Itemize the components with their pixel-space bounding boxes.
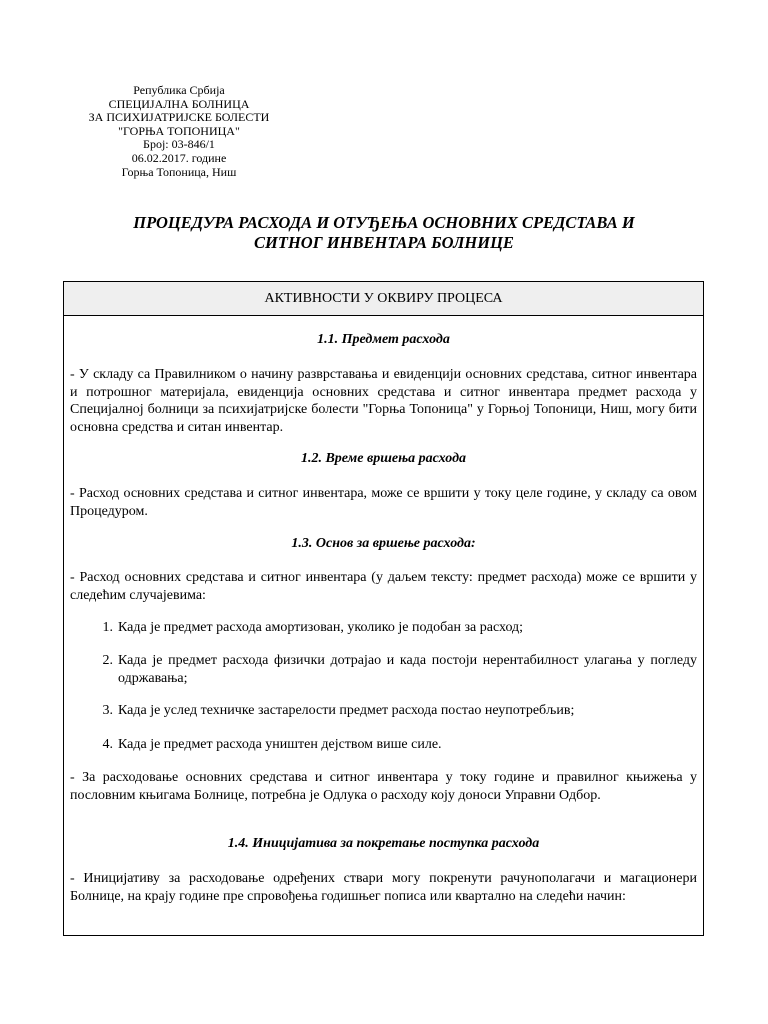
header-line: 06.02.2017. године <box>131 150 227 165</box>
section-text-1-4: - Иницијативу за расходовање одређених ствари могу покренути рачунополагачи и магационери Болнице, на крају године пре спровођења годишњег пописа или квартално на следећи начин: <box>70 871 697 904</box>
header-line: Горња Топоница, Ниш <box>121 164 237 179</box>
list-item-number: 2. <box>102 653 113 668</box>
list-item-text: Када је предмет расхода уништен дејством више силе. <box>118 737 442 752</box>
header-line: ЗА ПСИХИЈАТРИЈСКЕ БОЛЕСТИ <box>88 110 270 125</box>
header-line: СПЕЦИЈАЛНА БОЛНИЦА <box>108 96 250 111</box>
activities-table <box>63 281 704 936</box>
section-text-1-3: - Расход основних средстава и ситног инвентара (у даљем тексту: предмет расхода) може се вршити у следећим случајевима: <box>70 570 697 603</box>
section-text-1-1: - У складу са Правилником о начину разврставања и евиденцији основних средстава, ситног инвентара и потрошног материјала, евиденција основних средстава и ситног инвентара предмет расхода у Специјалној болници за психијатријске болести "Горња Топоница" у Горњој Топоници, Ниш, могу бити основна средства и ситан инвентар. <box>70 367 697 435</box>
section-heading-1-3: 1.3. Основ за вршење расхода: <box>291 536 476 551</box>
list-item-number: 1. <box>102 620 113 635</box>
list-item-text: Када је предмет расхода физички дотрајао и када постоји нерентабилност улагања у погледу одржавања; <box>118 653 697 686</box>
document-header <box>88 84 270 179</box>
list-item-text: Када је предмет расхода амортизован, уколико је подобан за расход; <box>118 620 524 635</box>
header-line: "ГОРЊА ТОПОНИЦА" <box>118 123 240 138</box>
section-heading-1-4: 1.4. Иницијатива за покретање поступка расхода <box>227 836 540 851</box>
document-title <box>64 213 704 253</box>
title-line-2: СИТНОГ ИНВЕНТАРА БОЛНИЦЕ <box>254 233 514 252</box>
section-text-1-2: - Расход основних средстава и ситног инвентара, може се вршити у току целе године, у складу са овом Процедуром. <box>70 486 697 519</box>
header-line: Број: 03-846/1 <box>143 137 215 152</box>
title-line-1: ПРОЦЕДУРА РАСХОДА И ОТУЂЕЊА ОСНОВНИХ СРЕДСТАВА И <box>133 213 635 232</box>
list-item-text: Када је услед техничке застарелости предмет расхода постао неупотребљив; <box>118 703 575 718</box>
list-item-number: 3. <box>102 703 113 718</box>
list-item-number: 4. <box>102 737 113 752</box>
header-line: Република Србија <box>133 83 225 97</box>
section-text-1-3-decision: - За расходовање основних средстава и ситног инвентара у току године и правилног књижења у пословним књигама Болнице, потребна је Одлука о расходу коју доноси Управни Одбор. <box>70 770 697 803</box>
table-header: АКТИВНОСТИ У ОКВИРУ ПРОЦЕСА <box>64 282 703 316</box>
section-heading-1-1: 1.1. Предмет расхода <box>317 332 450 347</box>
section-heading-1-2: 1.2. Време вршења расхода <box>300 451 467 466</box>
